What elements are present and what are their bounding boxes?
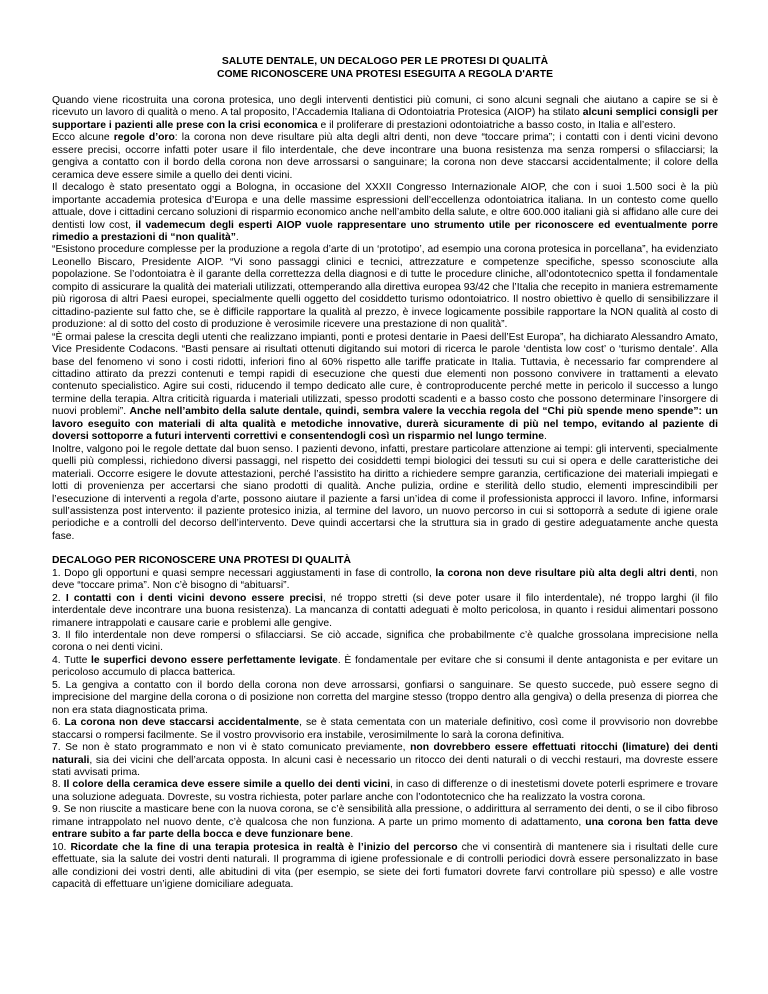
decalogue-item: [52, 568, 718, 593]
decalogue-item: [52, 593, 718, 630]
text-run: 8.: [52, 779, 64, 791]
title-block: [52, 55, 718, 81]
text-run: Inoltre, valgono poi le regole dettate dal buon senso. I pazienti devono, infatti, prestare particolare attenzione ai tempi: gli interventi, specialmente quelli più complessi, richiedono diversi passaggi, nel rispetto dei cosiddetti tempi biologici dei tessuti su cui si opera e delle caratteristiche dei materiali. Occorre esigere le dovute attestazioni, perché l’assistito ha diritto a richiedere sempre garanzia, certificazione dei materiali impiegati e lotti di provenienza per accertarsi che siano prodotti di qualità. Anche pulizia, ordine e sterilità dello studio, elementi imprescindibili per l’esecuzione di interventi a regola d’arte, possono aiutare il paziente a farsi un’idea di come il professionista approcci il lavoro. Infine, informarsi sull’assistenza post intervento: il paziente protesico inizia, al termine del lavoro, un nuovo percorso in cui si sottoporrà a sedute di igiene orale periodiche e a controlli del decorso dell’intervento. Deve quindi accertarsi che la struttura sia in grado di gestire adeguatamente anche questa fase.: [52, 443, 718, 542]
text-run: , né troppo stretti (si deve poter usare il filo interdentale), né troppo larghi (il filo interdentale deve incontrare una buona resistenza). La mancanza di contatti adeguati è molto pericolosa, in quanto i residui alimentari possono rimanere intrappolati e causare carie e problemi alle gengive.: [52, 592, 718, 629]
text-run: , sia dei vicini che dell’arcata opposta. In alcuni casi è necessario un ritocco dei denti naturali o di vecchi restauri, ma dovreste essere stati avvisati prima.: [52, 754, 718, 779]
decalogue-item: [52, 680, 718, 717]
bold-text: non dovrebbero essere effettuati ritocchi (limature) dei denti naturali: [52, 742, 719, 766]
bold-text: Anche nell’ambito della salute dentale, quindi, sembra valere la vecchia regola del “Chi più spende meno spende”: un lavoro eseguito con materiali di alta qualità e metodiche innovative, durerà sicuramente di più nel tempo, evitando al paziente di doversi sottoporre a futuri interventi correttivi e consentendogli così un risparmio nel lungo termine: [52, 406, 718, 443]
text-run: , in caso di differenze o di inestetismi dovete poterli esprimere e trovare una soluzione adeguata. Dovreste, su vostra richiesta, poter parlare anche con l’odontotecnico che ha realizzato la vostra corona.: [52, 779, 718, 803]
bold-text: la corona non deve risultare più alta degli altri denti: [435, 567, 695, 579]
bold-text: Ricordate che la fine di una terapia protesica in realtà è l’inizio del percorso: [70, 841, 458, 853]
text-run: “È ormai palese la crescita degli utenti che realizzano impianti, ponti e protesi dentarie in Paesi dell’Est Europa”, ha dichiarato Alessandro Amato, Vice Presidente Codacons. “Basti pensare ai risultati ottenuti digitando sui motori di ricerca le parole ‘dentista low cost’ o ‘turismo dentale’. Alla base del fenomeno vi sono i costi ridotti, inferiori fino al 60% rispetto alle tariffe praticate in Italia. Tuttavia, è necessario far comprendere al cittadino attirato da prezzi contenuti e tempi rapidi di esecuzione che questi due elementi non possono convivere in trattamenti a elevato contenuto specialistico. Agire sui costi, riducendo il tempo dedicato alle cure, è controproducente perché mette in pericolo il successo a lungo termine della terapia. Altra criticità riguarda i materiali utilizzati, spesso prodotti scadenti e a basso costo che possono determinare l’insorgere di nuovi problemi”.: [52, 331, 718, 418]
decalogue-item: [52, 804, 718, 841]
text-run: Ecco alcune: [52, 132, 114, 144]
bold-text: regole d’oro: [113, 132, 175, 144]
text-run: che vi consentirà di mantenere sia i risultati delle cure effettuate, sia la salute dei vostri denti naturali. Il programma di igiene professionale e di controlli periodici dovrà essere personalizzato in base alle condizioni dei vostri denti, alle abitudini di vita (per esempio, se siete dei forti fumatori dovrete farvi controllare più spesso) e alle vostre capacità di effettuare un’igiene domiciliare adeguata.: [52, 841, 718, 891]
text-run: .: [544, 431, 547, 443]
decalogue-list: [52, 568, 718, 892]
intro-paragraph: [52, 332, 718, 444]
text-run: .: [235, 231, 239, 243]
text-run: 2.: [52, 592, 66, 604]
bold-text: I contatti con i denti vicini devono essere precisi: [65, 592, 323, 604]
decalogue-item: [52, 655, 718, 680]
intro-paragraph: [52, 244, 718, 331]
intro-paragraph: [52, 132, 718, 182]
bold-text: le superfici devono essere perfettamente levigate: [91, 654, 338, 666]
text-run: “Esistono procedure complesse per la produzione a regola d’arte di un ‘prototipo’, ad esempio una corona protesica in porcellana”, ha evidenziato Leonello Biscaro, Presidente AIOP. “Vi sono passaggi clinici e tecnici, attrezzature e competenze specifiche, spesso sconosciute alla popolazione. Se l’odontoiatra è il garante della correttezza della diagnosi e di tutte le procedure cliniche, all’odontotecnico spetta il fondamentale compito di assicurare la qualità dei materiali utilizzati, ottemperando alla direttiva europea 93/42 che l’Italia che recepito in maniera estremamente più rigorosa di altri Paesi europei, specialmente quelli oggetto del cosiddetto turismo odontoiatrico. Il nostro obiettivo è quello di sensibilizzare il cittadino-paziente sul fatto che, se è difficile rapportare la qualità al prezzo, è invece logicamente possibile rapportare la NON qualità al costo di produzione: al di sotto del costo di produzione è verosimile ricevere una prestazione di non qualità”.: [52, 244, 718, 331]
bold-text: il vademecum degli esperti AIOP vuole rappresentare uno strumento utile per riconoscere ed eventualmente porre rimedio a prestazioni di “non qualità”: [52, 219, 718, 243]
text-run: .: [350, 829, 354, 841]
bold-text: alcuni semplici consigli per supportare i pazienti alle prese con la crisi economica: [52, 107, 718, 131]
text-run: 1. Dopo gli opportuni e quasi sempre necessari aggiustamenti in fase di controllo,: [52, 567, 436, 579]
intro-paragraph: [52, 95, 718, 132]
document-subtitle: COME RICONOSCERE UNA PROTESI ESEGUITA A REGOLA D'ARTE: [217, 69, 553, 80]
intro-paragraph: [52, 182, 718, 244]
decalogue-heading: DECALOGO PER RICONOSCERE UNA PROTESI DI QUALITÀ: [52, 555, 352, 567]
bold-text: La corona non deve staccarsi accidentalmente: [64, 717, 300, 729]
decalogue-item: [52, 717, 718, 742]
text-run: 4. Tutte: [52, 654, 92, 666]
text-run: , non deve “toccare prima”. Non c’è bisogno di “abituarsi”.: [52, 567, 718, 592]
bold-text: Il colore della ceramica deve essere simile a quello dei denti vicini: [63, 779, 390, 791]
text-run: 9. Se non riuscite a masticare bene con la nuova corona, se c’è sensibilità alla pressione, o addirittura al serramento dei denti, o se il cibo fibroso rimane intrappolato nel nuovo dente, c’è qualcosa che non funziona. A parte un primo momento di adattamento,: [52, 804, 718, 828]
text-run: . È fondamentale per evitare che si consumi il dente antagonista e per evitare un pericoloso accumulo di placca batterica.: [52, 654, 719, 679]
text-run: 3. Il filo interdentale non deve rompersi o sfilacciarsi. Se ciò accade, significa che probabilmente c’è qualche grossolana imprecisione nella corona o nei denti vicini.: [52, 630, 718, 654]
decalogue-item: [52, 779, 718, 804]
text-run: Quando viene ricostruita una corona protesica, uno degli interventi dentistici più comuni, ci sono alcuni segnali che aiutano a capire se si è ricevuto un lavoro di qualità o meno. A tal proposito, l’Accademia Italiana di Odontoiatria Protesica (AIOP) ha stilato: [52, 95, 718, 119]
text-run: Il decalogo è stato presentato oggi a Bologna, in occasione del XXXII Congresso Internazionale AIOP, che con i suoi 1.500 soci è la più importante accademia protesica d’Europa e una delle massime espressioni dell’eccellenza odontoiatrica italiana. In un contesto come quello attuale, dove i cittadini cercano soluzioni di risparmio economico anche nell’ambito della salute, e oltre 600.000 italiani già si affidano alle cure dei dentisti low cost,: [52, 182, 718, 231]
text-run: 5. La gengiva a contatto con il bordo della corona non deve arrossarsi, gonfiarsi o sanguinare. Se questo succede, può essere segno di imprecisione del margine della corona o di posizione non corretta del margine stesso (troppo dentro alla gengiva) o della presenza di piorrea che non era stata diagnosticata prima.: [52, 679, 718, 716]
decalogue-item: [52, 842, 718, 892]
text-run: 6.: [52, 717, 65, 729]
decalogue-item: [52, 630, 718, 655]
intro-paragraph: [52, 444, 718, 544]
document-title: SALUTE DENTALE, UN DECALOGO PER LE PROTESI DI QUALITÀ: [221, 56, 549, 67]
text-run: 10.: [52, 841, 71, 853]
text-run: , se è stata cementata con un materiale definitivo, così come il provvisorio non dovrebbe staccarsi o rompersi facilmente. Se il vostro provvisorio era instabile, verosimilmente lo sarà la corona definitiva.: [52, 717, 718, 741]
intro-section: [52, 95, 718, 543]
text-run: e il proliferare di prestazioni odontoiatriche a basso costo, in Italia e all’estero.: [317, 119, 676, 131]
bold-text: una corona ben fatta deve entrare subito a far parte della bocca e deve funzionare bene: [52, 816, 718, 841]
text-run: 7. Se non è stato programmato e non vi è stato comunicato previamente,: [52, 742, 411, 754]
text-run: : la corona non deve risultare più alta degli altri denti, non deve “toccare prima”; i contatti con i denti vicini devono essere precisi, occorre infatti poter usare il filo interdentale, che deve incontrare una buona resistenza ma senza rompersi o sfilacciarsi; la gengiva a contatto con il bordo della corona non deve arrossarsi o sanguinare; la corona non deve staccarsi accidentalmente; il colore della ceramica deve essere simile a quello dei denti vicini.: [52, 132, 718, 181]
decalogue-item: [52, 742, 718, 779]
